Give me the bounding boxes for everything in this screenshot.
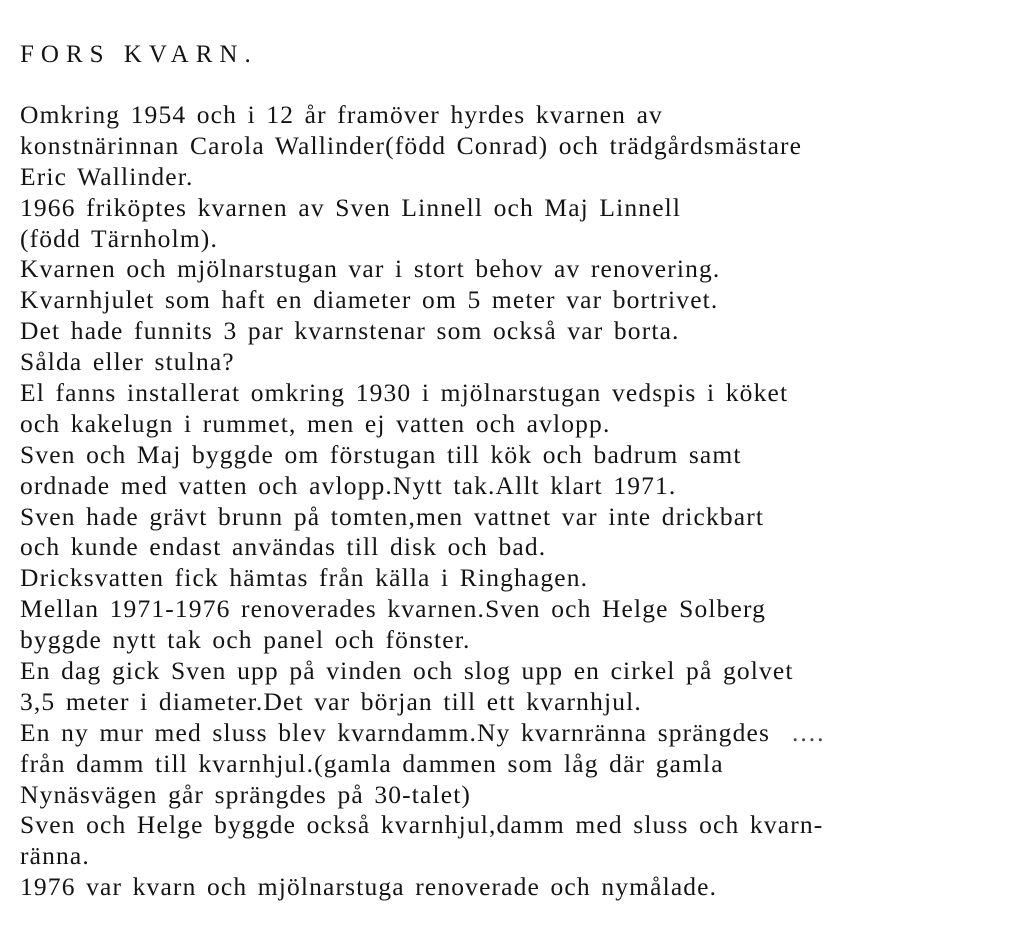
text-line: Det hade funnits 3 par kvarnstenar som också var borta. [20,316,680,346]
text-line: Mellan 1971-1976 renoverades kvarnen.Sven och Helge Solberg [20,594,767,624]
text-line: och kunde endast användas till disk och bad. [20,532,547,562]
text-line: 1976 var kvarn och mjölnarstuga renoverade och nymålade. [20,872,718,902]
text-line: Dricksvatten fick hämtas från källa i Ringhagen. [20,563,589,593]
text-line: Sven och Helge byggde också kvarnhjul,damm med sluss och kvarn- [20,810,824,840]
text-line: konstnärinnan Carola Wallinder(född Conrad) och trädgårdsmästare [20,130,803,160]
text-line: 3,5 meter i diameter.Det var början till ett kvarnhjul. [20,686,642,716]
text-line: Sålda eller stulna? [20,347,235,377]
text-line: Sven och Maj byggde om förstugan till kök och badrum samt [20,439,742,469]
text-line: Omkring 1954 och i 12 år framöver hyrdes kvarnen av [20,100,663,129]
text-line: Sven hade grävt brunn på tomten,men vattnet var inte drickbart [20,501,765,531]
text-line: från damm till kvarnhjul.(gamla dammen som låg där gamla [20,748,724,778]
text-line: Nynäsvägen går sprängdes på 30-talet) [20,779,472,809]
document-body [20,100,826,903]
text-line: El fanns installerat omkring 1930 i mjölnarstugan vedspis i köket [20,378,789,408]
pencil-dots-mark: .... [792,717,826,747]
text-line: Eric Wallinder. [20,161,194,191]
text-line: En dag gick Sven upp på vinden och slog upp en cirkel på golvet [20,656,794,686]
text-line: ordnade med vatten och avlopp.Nytt tak.Allt klart 1971. [20,470,677,500]
text-line: byggde nytt tak och panel och fönster. [20,625,471,655]
text-line: ränna. [20,841,90,871]
text-line: och kakelugn i rummet, men ej vatten och avlopp. [20,408,611,438]
text-line: (född Tärnholm). [20,223,218,253]
text-line: 1966 friköptes kvarnen av Sven Linnell och Maj Linnell [20,192,682,222]
text-line: En ny mur med sluss blev kvarndamm.Ny kvarnränna sprängdes [20,717,771,747]
text-line: Kvarnhjulet som haft en diameter om 5 meter var bortrivet. [20,285,719,315]
text-line: Kvarnen och mjölnarstugan var i stort behov av renovering. [20,254,721,284]
text-line-with-mark [20,718,826,749]
document-title: FORS KVARN. [20,41,258,68]
